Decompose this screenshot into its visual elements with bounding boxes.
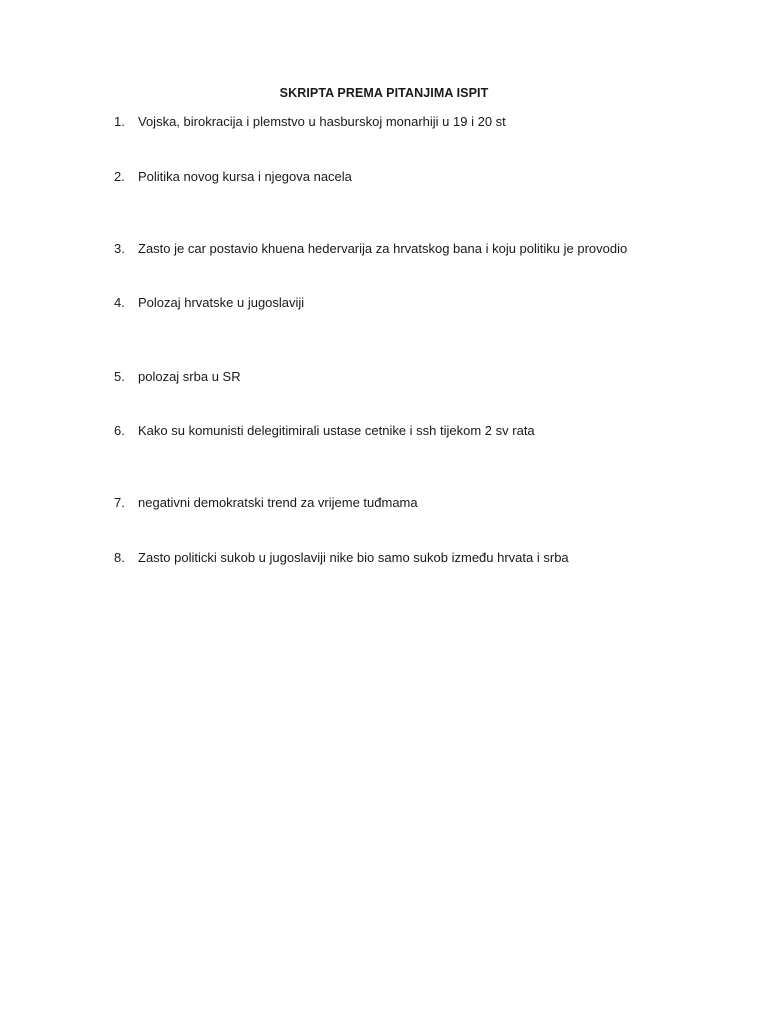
question-number: 6. — [114, 423, 125, 438]
question-text: Vojska, birokracija i plemstvo u hasburskoj monarhiji u 19 i 20 st — [138, 114, 506, 129]
question-item — [114, 423, 535, 439]
question-number: 4. — [114, 295, 125, 310]
document-title: SKRIPTA PREMA PITANJIMA ISPIT — [279, 86, 489, 100]
question-text: Polozaj hrvatske u jugoslaviji — [138, 295, 305, 310]
question-item — [114, 169, 352, 185]
question-number: 1. — [114, 114, 125, 129]
question-number: 2. — [114, 169, 125, 184]
question-text: polozaj srba u SR — [138, 369, 241, 384]
question-number: 5. — [114, 369, 125, 384]
question-number: 8. — [114, 550, 125, 565]
question-item — [114, 295, 304, 311]
question-item — [114, 369, 241, 385]
question-number: 3. — [114, 241, 125, 256]
question-text: Politika novog kursa i njegova nacela — [138, 169, 352, 184]
question-text: Zasto politicki sukob u jugoslaviji nike bio samo sukob između hrvata i srba — [138, 550, 569, 565]
question-item — [114, 550, 569, 566]
question-item — [114, 241, 627, 257]
question-item — [114, 114, 506, 130]
question-text: negativni demokratski trend za vrijeme tuđmama — [138, 495, 418, 510]
question-text: Kako su komunisti delegitimirali ustase cetnike i ssh tijekom 2 sv rata — [138, 423, 535, 438]
question-number: 7. — [114, 495, 125, 510]
question-text: Zasto je car postavio khuena hedervarija za hrvatskog bana i koju politiku je provodio — [138, 241, 628, 256]
question-item — [114, 495, 418, 511]
